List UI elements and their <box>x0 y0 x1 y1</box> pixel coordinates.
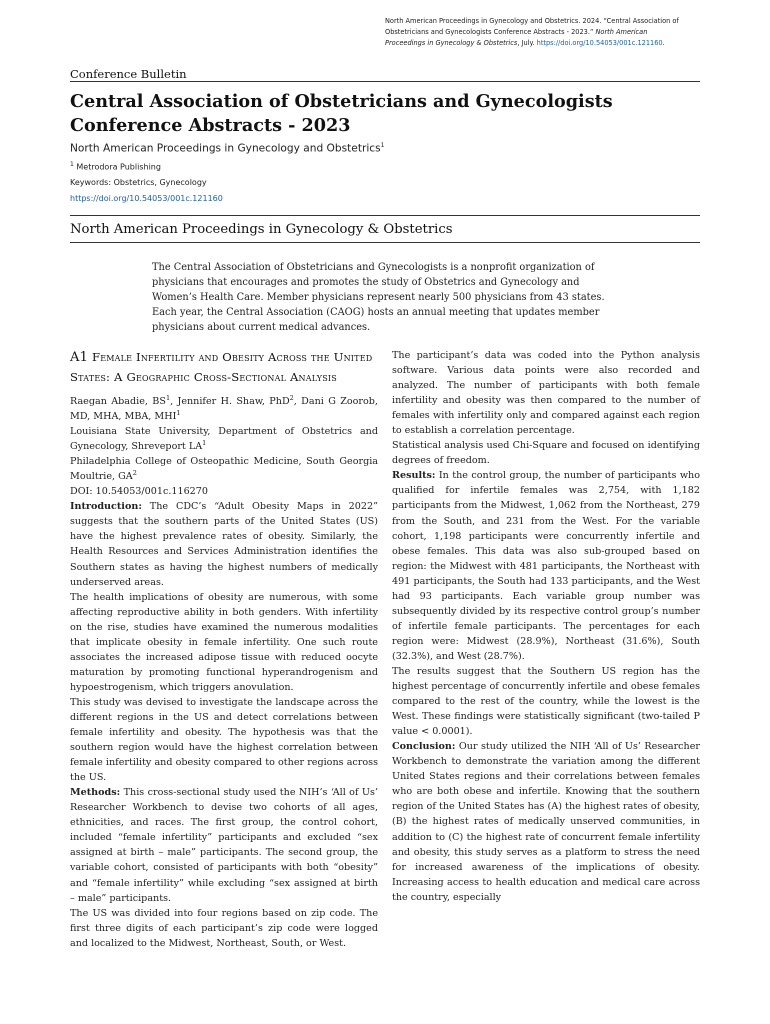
citation-block <box>385 16 685 48</box>
citation-suffix: , July. <box>517 38 537 47</box>
page-title: Central Association of Obstetricians and Gynecologists Conference Abstracts - 2023 <box>70 91 613 136</box>
citation-journal: North American Proceedings in Gynecology & Obstetrics <box>385 27 648 47</box>
abstract-title-text: Female Infertility and Obesity Across the United States: A Geographic Cross-Sectional Analysis <box>70 350 373 384</box>
abstract-title <box>70 348 378 386</box>
citation-text: North American Proceedings in Gynecology and Obstetrics. 2024. “Central Association of Obstetricians and Gynecologists Conference Abstracts - 2023.” <box>385 17 679 36</box>
journal-name: North American Proceedings in Gynecology and Obstetrics <box>70 142 381 155</box>
doi-link[interactable]: https://doi.org/10.54053/001c.121160 <box>70 194 223 203</box>
author-sup: 1 <box>165 393 171 402</box>
publisher-line <box>70 161 161 172</box>
paragraph-text: In the control group, the number of participants who qualified for infertile females was 2,754, with 1,182 participants from the Midwest, 1,062 from the Northeast, 279 from the South, and 231 from the West. For the variable cohort, 1,198 participants were concurrently infertile and obese females. This data was also sub-grouped based on region: the Midwest with 481 participants, the Northeast with 491 participants, the South had 133 participants, and the West had 93 participants. Each variable group number was subsequently divided by its respective control group’s number of infertile female participants. The percentages for each region were: Midwest (28.9%), Northeast (31.6%), South (32.3%), and West (28.7%). <box>392 470 700 662</box>
affiliation-text: Philadelphia College of Osteopathic Medicine, South Georgia Moultrie, GA <box>70 456 378 483</box>
author-sup: 1 <box>176 408 181 417</box>
divider <box>70 81 700 82</box>
paragraph: This study was devised to investigate the landscape across the different regions in the US and detect correlations between female infertility and obesity. The hypothesis was that the southern region would have the highest correlation between female infertility and obesity compared to other regions across the US. <box>70 696 378 784</box>
paragraph: The health implications of obesity are numerous, with some affecting reproductive ability in both genders. With infertility on the rise, studies have examined the numerous modalities that implicate obesity in female infertility. One such route associates the increased adipose tissue with reduced oocyte maturation by promoting functional hyperandrogenism and hypoestrogenism, which triggers anovulation. <box>70 591 378 693</box>
affiliation-sup: 1 <box>202 438 207 447</box>
affiliation <box>70 424 378 454</box>
abstract-doi: DOI: 10.54053/001c.116270 <box>70 486 208 498</box>
section-intro: The Central Association of Obstetricians and Gynecologists is a nonprofit organization of physicians that encourages and promotes the study of Obstetrics and Gynecology and Women’s Health Care. Member physicians represent nearly 500 physicians from 43 states. Each year, the Central Association (CAOG) hosts an annual meeting that updates member physicians about current medical advances. <box>152 262 605 333</box>
divider <box>70 215 700 216</box>
methods-label: Methods: <box>70 787 121 799</box>
author-name: Raegan Abadie, BS <box>70 396 166 407</box>
abstract-number: A1 <box>70 350 89 365</box>
publisher-name: Metrodora Publishing <box>73 162 161 172</box>
affiliation-text: Louisiana State University, Department of Obstetrics and Gynecology, Shreveport LA <box>70 426 378 453</box>
column-left <box>70 348 378 951</box>
author-sup: 2 <box>289 393 294 402</box>
keywords: Keywords: Obstetrics, Gynecology <box>70 178 207 187</box>
paragraph: The participant’s data was coded into the Python analysis software. Various data points were also recorded and analyzed. The number of participants with both female infertility and obesity was then compared to the number of females with infertility only and compared against each region to establish a correlation percentage. <box>392 350 700 437</box>
section-heading: North American Proceedings in Gynecology & Obstetrics <box>70 222 453 237</box>
paragraph: Statistical analysis used Chi-Square and focused on identifying degrees of freedom. <box>392 440 700 467</box>
paragraph <box>70 499 378 589</box>
paragraph: The US was divided into four regions based on zip code. The first three digits of each participant’s zip code were logged and localized to the Midwest, Northeast, South, or West. <box>70 907 378 949</box>
paragraph <box>70 785 378 905</box>
citation-end: . <box>662 38 665 47</box>
paragraph <box>392 468 700 664</box>
affiliation <box>70 454 378 484</box>
introduction-label: Introduction: <box>70 501 142 513</box>
paragraph-text: The CDC’s “Adult Obesity Maps in 2022” suggests that the southern parts of the United States (US) have the highest prevalence rates of obesity. Similarly, the Health Resources and Services Administration identifies the Southern states as having the highest numbers of medically underserved areas. <box>70 501 378 588</box>
affiliation-sup: 2 <box>132 469 137 478</box>
results-label: Results: <box>392 470 436 482</box>
author-name: , Dani G Zoorob, MD, MHA, MBA, MHI <box>70 396 378 423</box>
article-category: Conference Bulletin <box>70 67 187 81</box>
authors <box>70 394 378 424</box>
paragraph-text: This cross-sectional study used the NIH’s ‘All of Us’ Researcher Workbench to devise two cohorts of all ages, ethnicities, and races. The first group, the control cohort, included “female infertility” participants and excluded “sex assigned at birth – male” participants. The second group, the variable cohort, consisted of participants with both “obesity” and “female infertility” while excluding “sex assigned at birth – male” participants. <box>70 787 378 904</box>
author-name: , Jennifer H. Shaw, PhD <box>170 396 290 407</box>
paragraph: The results suggest that the Southern US region has the highest percentage of concurrently infertile and obese females compared to the rest of the country, while the lowest is the West. These findings were statistically significant (two-tailed P value < 0.0001). <box>392 665 700 738</box>
divider <box>70 242 700 243</box>
conclusion-label: Conclusion: <box>392 741 456 753</box>
paragraph-text: Our study utilized the NIH ‘All of Us’ Researcher Workbench to demonstrate the variation among the different United States regions and their correlations between females who are both obese and infertile. Knowing that the southern region of the United States has (A) the highest rates of obesity, (B) the highest rates of medically unserved communities, in addition to (C) the highest rate of concurrent female infertility and obesity, this study serves as a platform to stress the need for increased awareness of the implications of obesity. Increasing access to health education and medical care across the country, especially <box>392 741 700 903</box>
journal-line <box>70 142 384 155</box>
column-right <box>392 348 700 905</box>
journal-sup: 1 <box>380 142 385 149</box>
citation-doi-link[interactable]: https://doi.org/10.54053/001c.121160 <box>536 38 663 47</box>
paragraph <box>392 739 700 905</box>
publisher-sup: 1 <box>70 161 74 168</box>
